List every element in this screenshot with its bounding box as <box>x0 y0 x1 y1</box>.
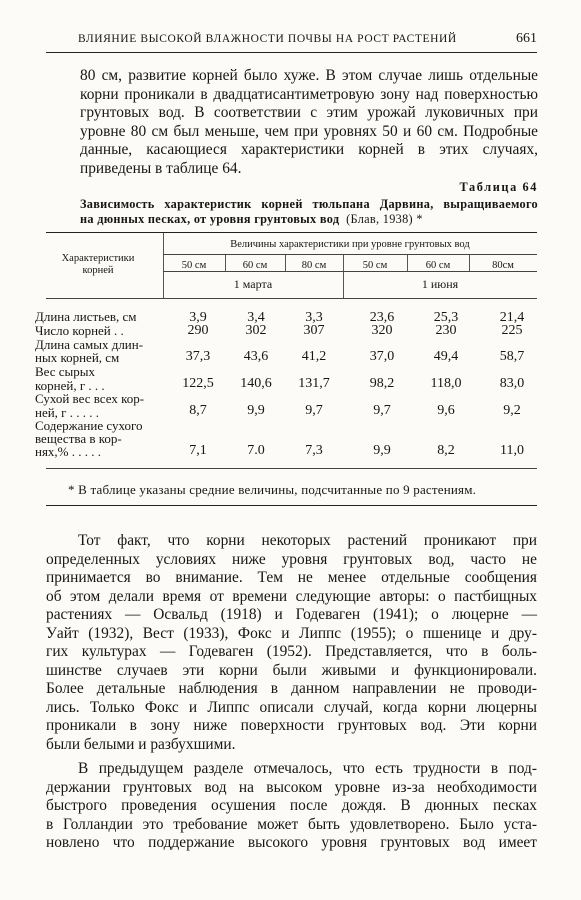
date-header: 1 июня <box>421 277 459 291</box>
text-line: держании грунтовых вод на высоком уровне из-за необходимости <box>46 778 537 796</box>
row-label: Содержание сухого <box>35 418 143 433</box>
text-line: 80 см, развитие корней было хуже. В этом случае лишь отдельные <box>80 67 538 84</box>
table-cell: 9,7 <box>305 403 323 418</box>
table-cell: 9,2 <box>503 403 521 418</box>
level-header: 50 см <box>362 260 388 271</box>
footnote-rule <box>46 505 537 506</box>
text-line: быстрого проведения осушения после дождя. В дюнных песках <box>46 797 537 814</box>
table-cell: 8,7 <box>189 403 207 418</box>
table-cell: 3,3 <box>305 310 323 325</box>
table-cell: 131,7 <box>298 376 330 391</box>
table-cell: 9,6 <box>437 403 455 418</box>
row-label: нях,% . . . . . <box>35 444 102 459</box>
table-cell: 9,9 <box>247 403 265 418</box>
level-header: 60 см <box>425 260 451 271</box>
page-number: 661 <box>516 31 537 46</box>
table-cell: 7,1 <box>189 443 207 458</box>
text-line: данные, касающиеся характеристики корней в этих случаях, <box>80 141 538 158</box>
date-header: 1 марта <box>233 277 273 291</box>
level-header: 60 см <box>242 260 268 271</box>
text-line: корни проникали в двадцатисантиметровую зону над поверхностью <box>80 85 538 103</box>
table-cell: 225 <box>501 323 523 338</box>
paragraph-3 <box>46 760 537 853</box>
table-cell: 307 <box>303 323 325 338</box>
table-cell: 320 <box>371 323 393 338</box>
table-cell: 37,3 <box>185 349 211 364</box>
table-cell: 9,9 <box>373 443 391 458</box>
table-cell: 302 <box>245 323 267 338</box>
text-line: новлено что поддержание высокого уровня грунтовых вод имеет <box>46 834 537 851</box>
table-cell: 140,6 <box>240 376 272 391</box>
table-top-rule <box>46 232 537 233</box>
text-line: гих культурах — Годеваген (1952). Представляется, что в боль- <box>46 643 537 660</box>
stub-header <box>38 253 158 277</box>
table-cell: 122,5 <box>182 376 214 391</box>
text-line: Тот факт, что корни некоторых растений проникают при <box>78 532 537 549</box>
span-header: Величины характеристики при уровне грунтовых вод <box>230 239 470 250</box>
text-line: Уайт (1932), Вест (1933), Фокс и Липпс (1955); о пшенице и дру- <box>46 624 537 642</box>
text-line: об этом делали время от времени следующие авторы: о пастбищных <box>46 587 537 605</box>
text-line: определенных условиях ниже уровня грунтовых вод, часто не <box>46 550 537 568</box>
row-label: Длина листьев, см <box>35 309 137 324</box>
table-label: Таблица 64 <box>459 180 538 194</box>
row-label: Длина самых длин- <box>35 337 144 352</box>
table-cell: 83,0 <box>499 376 525 391</box>
table-cell: 118,0 <box>430 376 462 391</box>
text-line: проникали в зону ниже поверхности грунтовых вод. Эти корни <box>46 717 537 734</box>
level-header: 50 см <box>181 260 207 271</box>
row-label: Сухой вес всех кор- <box>35 391 145 406</box>
table-cell: 49,4 <box>433 349 459 364</box>
text-line: лись. Только Фокс и Липпс описали случай, когда корни люцерны <box>46 698 537 716</box>
table-cell: 290 <box>187 323 209 338</box>
caption-line <box>80 212 538 227</box>
table-cell: 58,7 <box>499 349 525 364</box>
running-header <box>46 30 537 53</box>
table-cell: 43,6 <box>243 349 269 364</box>
table-cell: 9,7 <box>373 403 391 418</box>
table-caption <box>80 180 538 227</box>
table-cell: 23,6 <box>369 310 395 325</box>
caption-line: Зависимость характеристик корней тюльпана Дарвина, выращиваемого <box>80 197 538 211</box>
table-cell: 230 <box>435 323 457 338</box>
table-cell: 41,2 <box>301 349 327 364</box>
row-label: Вес сырых <box>35 364 96 379</box>
text-line: в Голландии это требование может быть удовлетворено. Было уста- <box>46 815 537 833</box>
level-rule <box>163 271 537 272</box>
caption-line-text: на дюнных песках, от уровня грунтовых вод <box>80 212 340 226</box>
text-line: растениях — Освальд (1918) и Годеваген (1941); о люцерне — <box>46 606 537 623</box>
header-rule <box>163 254 537 255</box>
table-cell: 98,2 <box>369 376 395 391</box>
table-cell: 7.0 <box>247 443 265 458</box>
table-cell: 8,2 <box>437 443 455 458</box>
text-line: Более детальные наблюдения в данном направлении не проводи- <box>46 680 537 697</box>
table-bottom-rule <box>46 468 537 469</box>
row-label: корней, г . . . <box>35 378 105 393</box>
table-cell: 37,0 <box>369 349 395 364</box>
stub-header-line: Характеристики <box>61 253 135 264</box>
table-cell: 21,4 <box>499 310 525 325</box>
table-footnote: * В таблице указаны средние величины, подсчитанные по 9 растениям. <box>68 482 477 497</box>
table-cell: 25,3 <box>433 310 459 325</box>
text-line: грунтовых вод. В соответствии с этим урожай луковичных при <box>80 104 538 121</box>
text-line: были белыми и разбухшими. <box>46 735 236 753</box>
table-cell: 3,4 <box>247 310 265 325</box>
paragraph-1 <box>80 67 538 178</box>
header-bottom-rule <box>46 298 537 299</box>
running-title: ВЛИЯНИЕ ВЫСОКОЙ ВЛАЖНОСТИ ПОЧВЫ НА РОСТ РАСТЕНИЙ <box>78 33 457 45</box>
text-line: приведены в таблице 64. <box>80 159 242 177</box>
row-label: ных корней, см <box>35 350 120 365</box>
level-header: 80 см <box>301 260 327 271</box>
table-cell: 11,0 <box>500 443 524 458</box>
text-line: В предыдущем разделе отмечалось, что есть трудности в под- <box>78 760 537 777</box>
row-label: Число корней . . <box>35 323 124 338</box>
level-header: 80см <box>492 260 514 271</box>
stub-header-line: корней <box>82 265 114 276</box>
text-line: принимается во внимание. Тем не менее отдельные сообщения <box>46 569 537 586</box>
table-cell: 3,9 <box>189 310 207 325</box>
row-label: вещества в кор- <box>35 431 122 446</box>
paragraph-2 <box>46 532 537 754</box>
text-line: уровне 80 см был меньше, чем при уровнях 50 и 60 см. Подробные <box>80 122 538 140</box>
row-label: ней, г . . . . . <box>35 405 100 420</box>
table-cell: 7,3 <box>305 443 323 458</box>
caption-reference: (Блав, 1938) * <box>346 212 423 226</box>
text-line: шинстве случаев эти корни были живыми и функционировали. <box>46 661 537 679</box>
